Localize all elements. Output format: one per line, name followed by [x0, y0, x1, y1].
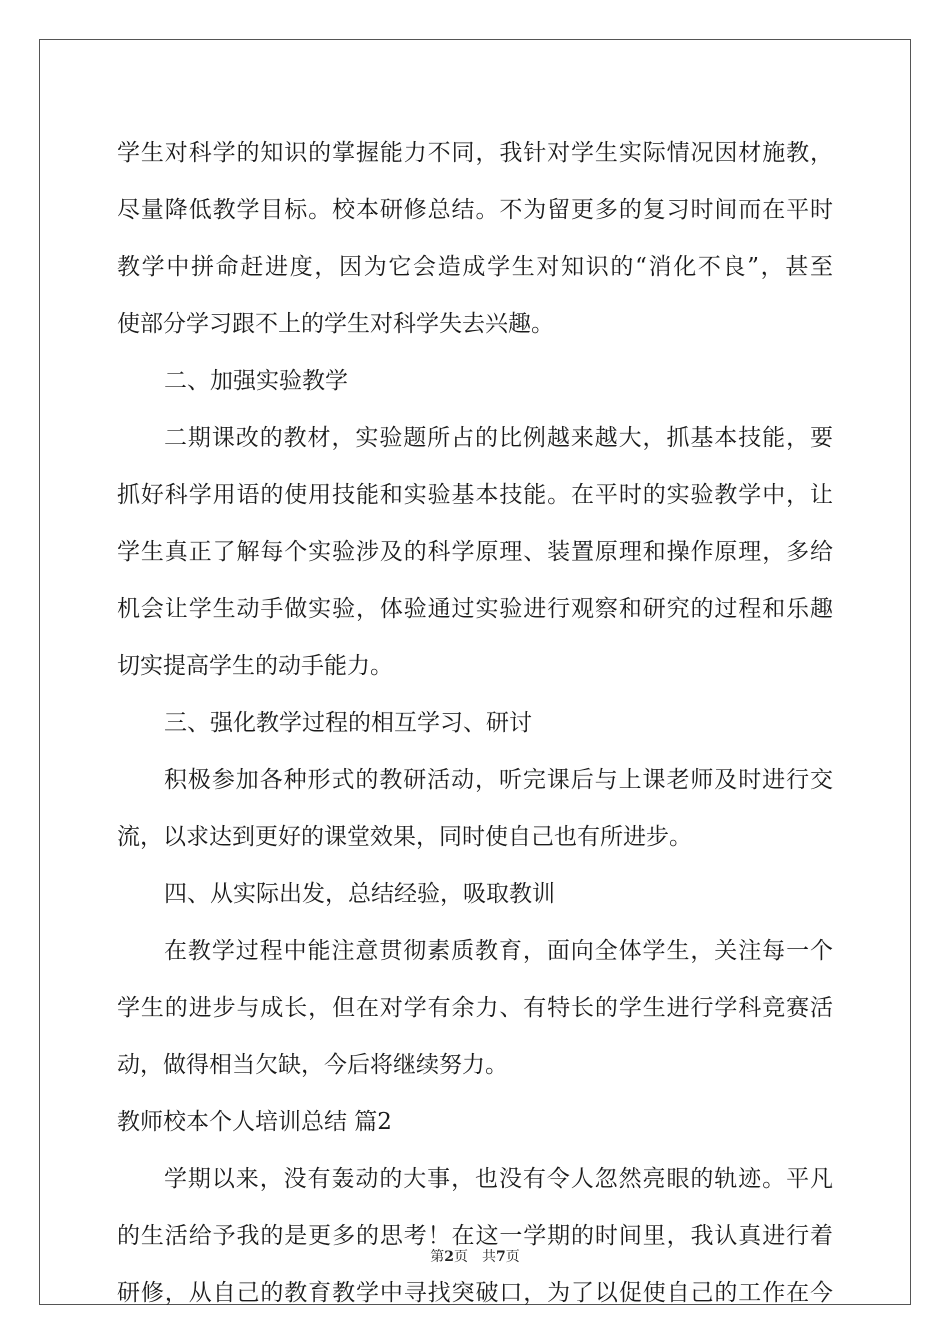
section-heading: 二、加强实验教学: [164, 368, 348, 394]
text-line: 抓好科学用语的使用技能和实验基本技能。在平时的实验教学中，让: [117, 482, 833, 508]
text-line: 教学中拼命赶进度，因为它会造成学生对知识的“消化不良”，甚至: [117, 254, 833, 280]
text-line: 研修，从自己的教育教学中寻找突破口，为了以促使自己的工作在今: [117, 1280, 833, 1306]
text-line: 尽量降低教学目标。校本研修总结。不为留更多的复习时间而在平时: [117, 197, 833, 223]
section-heading: 三、强化教学过程的相互学习、研讨: [164, 710, 532, 736]
text-line: 动，做得相当欠缺，今后将继续努力。: [117, 1052, 508, 1078]
footer-mid: 页 共: [454, 1249, 496, 1265]
text-line: 切实提高学生的动手能力。: [117, 653, 393, 679]
text-line: 使部分学习跟不上的学生对科学失去兴趣。: [117, 311, 554, 337]
text-line: 在教学过程中能注意贯彻素质教育，面向全体学生，关注每一个: [164, 938, 833, 964]
text-line: 学期以来，没有轰动的大事，也没有令人忽然亮眼的轨迹。平凡: [164, 1166, 833, 1192]
document-body: [117, 125, 833, 1322]
text-line: 流，以求达到更好的课堂效果，同时使自己也有所进步。: [117, 824, 692, 850]
page-footer: [0, 1246, 950, 1266]
total-page-number: 7: [496, 1249, 506, 1265]
article-title: 教师校本个人培训总结 篇2: [117, 1109, 392, 1135]
current-page-number: 2: [444, 1249, 454, 1265]
text-line: 的生活给予我的是更多的思考！在这一学期的时间里，我认真进行着: [117, 1223, 833, 1249]
text-line: 机会让学生动手做实验，体验通过实验进行观察和研究的过程和乐趣: [117, 596, 833, 622]
text-line: 学生的进步与成长，但在对学有余力、有特长的学生进行学科竞赛活: [117, 995, 833, 1021]
footer-suffix: 页: [505, 1249, 520, 1265]
text-line: 学生对科学的知识的掌握能力不同，我针对学生实际情况因材施教，: [117, 140, 833, 166]
text-line: 二期课改的教材，实验题所占的比例越来越大，抓基本技能，要: [164, 425, 833, 451]
section-heading: 四、从实际出发，总结经验，吸取教训: [164, 881, 555, 907]
text-line: 学生真正了解每个实验涉及的科学原理、装置原理和操作原理，多给: [117, 539, 833, 565]
footer-prefix: 第: [430, 1249, 445, 1265]
text-line: 积极参加各种形式的教研活动，听完课后与上课老师及时进行交: [164, 767, 833, 793]
